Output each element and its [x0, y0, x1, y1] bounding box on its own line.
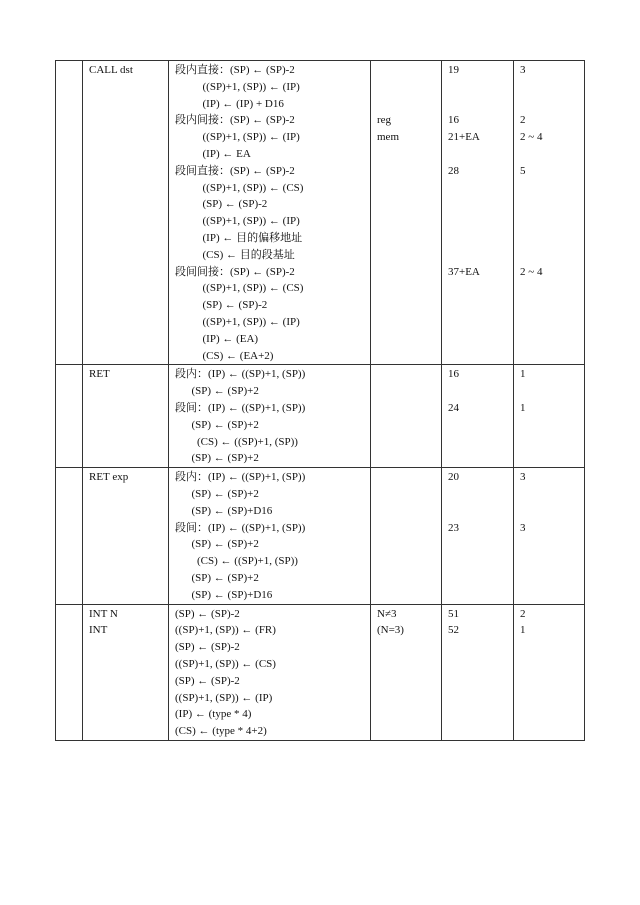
mnemonic-line: INT N	[89, 607, 118, 620]
blank-line	[448, 196, 507, 213]
operation-line: (IP) ← 目的偏移地址	[175, 231, 303, 244]
blank-line	[520, 96, 578, 113]
blank-line	[448, 503, 507, 520]
table-row	[56, 468, 585, 604]
operation-line: (SP) ← (SP)-2	[175, 607, 240, 620]
operation-line: (SP) ← (SP)+D16	[175, 588, 273, 601]
operation-line: 段内：(IP) ← ((SP)+1, (SP))	[175, 471, 306, 484]
operation-cell	[169, 61, 371, 365]
clocks-line: 51	[448, 607, 459, 620]
operation-line: (SP) ← (SP)-2	[175, 641, 240, 654]
operation-line: (SP) ← (SP)+2	[175, 538, 259, 551]
operation-line: 段间间接：(SP) ← (SP)-2	[175, 265, 295, 278]
clocks-line: 52	[448, 624, 459, 637]
operation-line: (SP) ← (SP)-2	[175, 674, 240, 687]
clocks-line: 23	[448, 521, 459, 534]
blank-line	[520, 230, 578, 247]
operation-line: 段间：(IP) ← ((SP)+1, (SP))	[175, 521, 306, 534]
operation-line: ((SP)+1, (SP)) ← (IP)	[175, 215, 300, 228]
bytes-line: 2 ~ 4	[520, 131, 543, 144]
operand-cell	[371, 604, 442, 740]
operand-line: (N=3)	[377, 624, 404, 637]
operation-line: ((SP)+1, (SP)) ← (IP)	[175, 691, 273, 704]
blank-line	[520, 383, 578, 400]
instruction-table	[55, 60, 585, 741]
clocks-cell	[442, 61, 514, 365]
operation-line: ((SP)+1, (SP)) ← (IP)	[175, 80, 300, 93]
bytes-line: 2	[520, 114, 526, 127]
blank-line	[377, 96, 435, 113]
operation-line: (SP) ← (SP)+2	[175, 571, 259, 584]
operation-line: (SP) ← (SP)-2	[175, 299, 268, 312]
blank-line	[448, 146, 507, 163]
blank-cell	[56, 365, 83, 468]
operation-line: 段内直接：(SP) ← (SP)-2	[175, 64, 295, 76]
operand-line: N≠3	[377, 607, 397, 620]
blank-line	[448, 230, 507, 247]
clocks-line: 28	[448, 164, 459, 177]
clocks-line: 20	[448, 471, 459, 484]
blank-line	[520, 247, 578, 264]
operation-line: ((SP)+1, (SP)) ← (CS)	[175, 657, 276, 670]
operand-cell	[371, 61, 442, 365]
operation-line: (SP) ← (SP)-2	[175, 198, 268, 211]
clocks-cell	[442, 365, 514, 468]
blank-line	[448, 486, 507, 503]
bytes-line: 3	[520, 521, 526, 534]
operation-line: (CS) ← ((SP)+1, (SP))	[175, 555, 298, 568]
mnemonic-line: INT	[89, 624, 108, 637]
operation-line: (IP) ← (type * 4)	[175, 708, 252, 721]
operation-line: (IP) ← (IP) + D16	[175, 97, 284, 110]
blank-line	[448, 247, 507, 264]
operation-cell	[169, 365, 371, 468]
clocks-line: 16	[448, 114, 459, 127]
operand-line: reg	[377, 114, 392, 127]
blank-line	[448, 383, 507, 400]
blank-line	[377, 62, 435, 79]
table-row	[56, 61, 585, 365]
bytes-line: 2	[520, 607, 526, 620]
blank-line	[520, 180, 578, 197]
blank-line	[520, 146, 578, 163]
operation-line: (CS) ← (EA+2)	[175, 349, 274, 362]
blank-line	[520, 79, 578, 96]
operation-line: ((SP)+1, (SP)) ← (FR)	[175, 624, 276, 637]
clocks-cell	[442, 468, 514, 604]
blank-line	[448, 79, 507, 96]
operand-line: mem	[377, 131, 399, 144]
bytes-line: 1	[520, 624, 526, 637]
clocks-line: 24	[448, 401, 459, 414]
bytes-cell	[514, 61, 585, 365]
clocks-cell	[442, 604, 514, 740]
mnemonic-line: RET exp	[89, 471, 129, 484]
operation-line: (SP) ← (SP)+2	[175, 487, 259, 500]
clocks-line: 19	[448, 64, 459, 76]
operation-line: ((SP)+1, (SP)) ← (CS)	[175, 282, 304, 295]
blank-cell	[56, 468, 83, 604]
mnemonic-cell	[83, 604, 169, 740]
operation-line: ((SP)+1, (SP)) ← (IP)	[175, 131, 300, 144]
operation-line: ((SP)+1, (SP)) ← (CS)	[175, 181, 304, 194]
blank-line	[377, 79, 435, 96]
operation-line: (SP) ← (SP)+2	[175, 385, 259, 398]
clocks-line: 21+EA	[448, 131, 480, 144]
blank-line	[520, 213, 578, 230]
mnemonic-cell	[83, 365, 169, 468]
operation-line: ((SP)+1, (SP)) ← (IP)	[175, 315, 300, 328]
operation-line: 段内：(IP) ← ((SP)+1, (SP))	[175, 368, 306, 381]
mnemonic-cell	[83, 61, 169, 365]
operation-line: 段间：(IP) ← ((SP)+1, (SP))	[175, 401, 306, 414]
bytes-line: 3	[520, 471, 526, 484]
bytes-line: 3	[520, 64, 526, 76]
blank-line	[448, 96, 507, 113]
clocks-line: 16	[448, 368, 459, 381]
operation-cell	[169, 604, 371, 740]
bytes-line: 1	[520, 401, 526, 414]
table-row	[56, 365, 585, 468]
bytes-cell	[514, 468, 585, 604]
bytes-line: 5	[520, 164, 526, 177]
operation-line: (CS) ← (type * 4+2)	[175, 725, 267, 738]
operation-cell	[169, 468, 371, 604]
operand-cell	[371, 468, 442, 604]
instruction-table-body	[56, 61, 585, 741]
blank-cell	[56, 61, 83, 365]
blank-line	[520, 196, 578, 213]
table-row	[56, 604, 585, 740]
blank-line	[448, 213, 507, 230]
operation-line: (SP) ← (SP)+2	[175, 452, 259, 465]
operation-line: (SP) ← (SP)+2	[175, 418, 259, 431]
operation-line: (CS) ← 目的段基址	[175, 248, 295, 261]
blank-line	[520, 503, 578, 520]
operation-line: 段间直接：(SP) ← (SP)-2	[175, 164, 295, 177]
operation-line: (IP) ← EA	[175, 147, 251, 160]
operand-cell	[371, 365, 442, 468]
mnemonic-cell	[83, 468, 169, 604]
bytes-cell	[514, 604, 585, 740]
bytes-line: 2 ~ 4	[520, 265, 543, 278]
mnemonic-line: CALL dst	[89, 64, 133, 76]
operation-line: (SP) ← (SP)+D16	[175, 504, 273, 517]
operation-line: 段内间接：(SP) ← (SP)-2	[175, 114, 295, 127]
bytes-cell	[514, 365, 585, 468]
operation-line: (CS) ← ((SP)+1, (SP))	[175, 435, 298, 448]
clocks-line: 37+EA	[448, 265, 480, 278]
operation-line: (IP) ← (EA)	[175, 332, 259, 345]
bytes-line: 1	[520, 368, 526, 381]
blank-line	[448, 180, 507, 197]
mnemonic-line: RET	[89, 368, 110, 381]
blank-line	[520, 486, 578, 503]
blank-cell	[56, 604, 83, 740]
